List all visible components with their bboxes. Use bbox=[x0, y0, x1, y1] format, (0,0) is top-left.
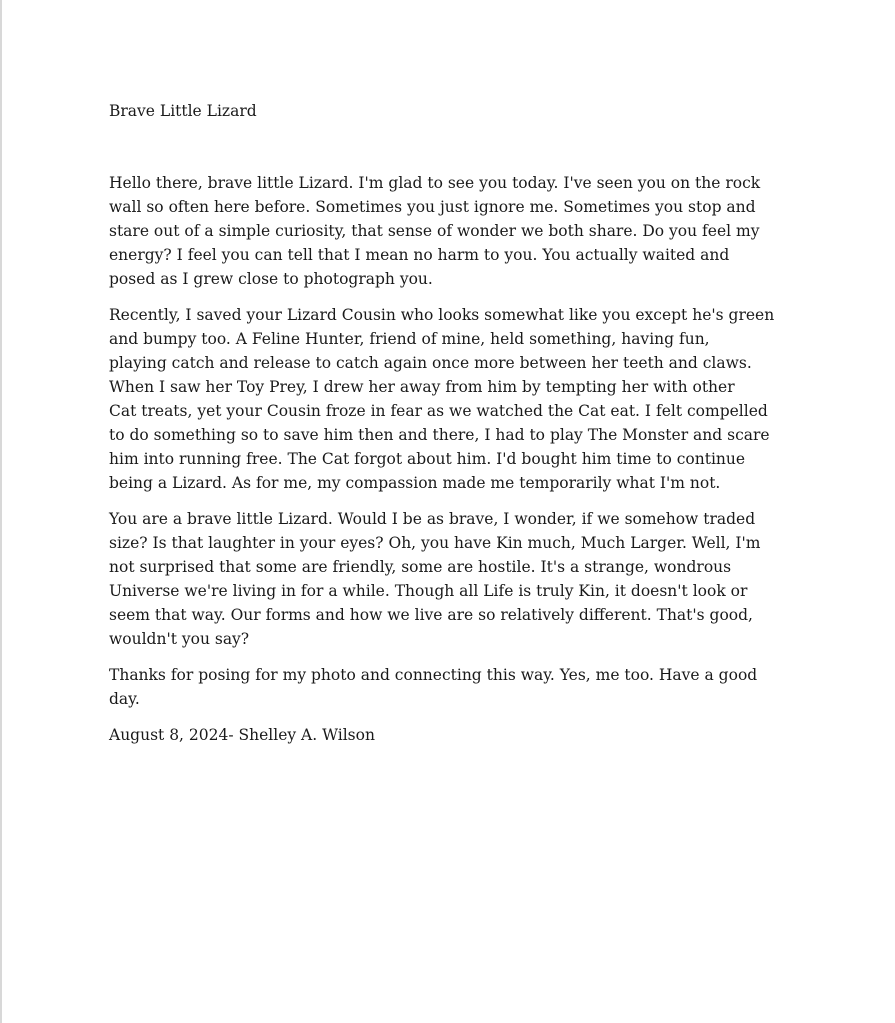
text-line: Recently, I saved your Lizard Cousin who looks somewhat like you except he's green bbox=[109, 306, 775, 324]
text-line: size? Is that laughter in your eyes? Oh, you have Kin much, Much Larger. Well, I'm bbox=[109, 534, 761, 552]
text-line: playing catch and release to catch again once more between her teeth and claws. bbox=[109, 354, 752, 372]
paragraph bbox=[109, 171, 774, 291]
text-line: energy? I feel you can tell that I mean no harm to you. You actually waited and bbox=[109, 246, 730, 264]
text-line: and bumpy too. A Feline Hunter, friend of mine, held something, having fun, bbox=[109, 330, 710, 348]
paragraph bbox=[109, 507, 774, 651]
paragraph bbox=[109, 663, 774, 711]
text-line: day. bbox=[109, 690, 140, 708]
text-line: being a Lizard. As for me, my compassion made me temporarily what I'm not. bbox=[109, 474, 721, 492]
text-line: When I saw her Toy Prey, I drew her away from him by tempting her with other bbox=[109, 378, 735, 396]
text-line: August 8, 2024- Shelley A. Wilson bbox=[109, 726, 375, 744]
text-line: wall so often here before. Sometimes you just ignore me. Sometimes you stop and bbox=[109, 198, 756, 216]
text-line: him into running free. The Cat forgot about him. I'd bought him time to continue bbox=[109, 450, 746, 468]
text-line: You are a brave little Lizard. Would I be as brave, I wonder, if we somehow traded bbox=[109, 510, 756, 528]
signature-line bbox=[109, 723, 774, 747]
text-line: wouldn't you say? bbox=[109, 630, 250, 648]
text-line: Thanks for posing for my photo and connecting this way. Yes, me too. Have a good bbox=[109, 666, 758, 684]
text-line: Universe we're living in for a while. Though all Life is truly Kin, it doesn't look or bbox=[109, 582, 748, 600]
text-line: not surprised that some are friendly, some are hostile. It's a strange, wondrous bbox=[109, 558, 732, 576]
text-line: Cat treats, yet your Cousin froze in fear as we watched the Cat eat. I felt compelled bbox=[109, 402, 768, 420]
text-line: seem that way. Our forms and how we live are so relatively different. That's good, bbox=[109, 606, 753, 624]
text-line: Hello there, brave little Lizard. I'm glad to see you today. I've seen you on the rock bbox=[109, 174, 761, 192]
document-title: Brave Little Lizard bbox=[109, 102, 257, 120]
document-body bbox=[109, 171, 774, 759]
paragraph bbox=[109, 303, 774, 495]
text-line: to do something so to save him then and there, I had to play The Monster and scare bbox=[109, 426, 770, 444]
text-line: stare out of a simple curiosity, that sense of wonder we both share. Do you feel my bbox=[109, 222, 760, 240]
text-line: posed as I grew close to photograph you. bbox=[109, 270, 433, 288]
